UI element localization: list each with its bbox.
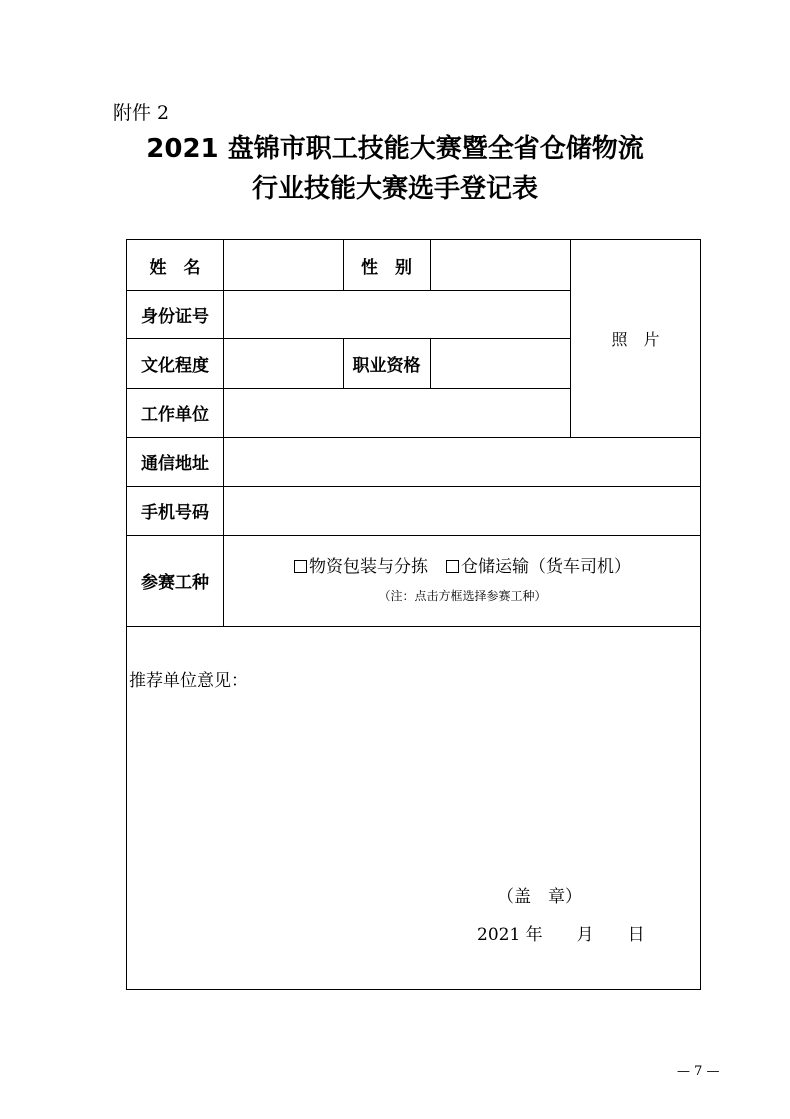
name-input[interactable] bbox=[224, 241, 342, 289]
qualification-input[interactable] bbox=[431, 339, 569, 387]
event-option-label: 物资包装与分拣 bbox=[309, 557, 428, 577]
id-number-label: 身份证号 bbox=[141, 306, 209, 327]
form-title-line1: 2021 盘锦市职工技能大赛暨全省仓储物流 bbox=[146, 134, 644, 164]
page-number: — 7 — bbox=[677, 1064, 720, 1079]
employer-input[interactable] bbox=[224, 389, 569, 436]
seal-text: （盖 章） bbox=[497, 887, 582, 907]
registration-form bbox=[126, 239, 701, 990]
gender-label: 性 别 bbox=[361, 257, 412, 278]
gender-input[interactable] bbox=[431, 241, 569, 289]
phone-label: 手机号码 bbox=[141, 503, 209, 523]
qualification-label: 职业资格 bbox=[352, 355, 421, 376]
event-option-transport[interactable] bbox=[446, 557, 631, 577]
event-option-packaging[interactable] bbox=[294, 557, 428, 577]
education-input[interactable] bbox=[224, 339, 342, 387]
id-number-input[interactable] bbox=[224, 291, 569, 337]
address-label: 通信地址 bbox=[141, 454, 209, 474]
recommendation-input[interactable] bbox=[128, 700, 700, 870]
form-title-line2: 行业技能大赛选手登记表 bbox=[251, 174, 538, 204]
address-input[interactable] bbox=[224, 438, 700, 485]
attachment-label: 附件 2 bbox=[113, 102, 170, 124]
date-text: 2021 年 月 日 bbox=[477, 925, 645, 945]
phone-input[interactable] bbox=[224, 487, 700, 534]
event-option-label: 仓储运输（货车司机） bbox=[461, 557, 631, 577]
photo-placeholder: 照 片 bbox=[611, 330, 660, 349]
checkbox-icon[interactable] bbox=[294, 560, 307, 573]
name-label: 姓 名 bbox=[149, 257, 201, 278]
checkbox-icon[interactable] bbox=[446, 560, 459, 573]
education-label: 文化程度 bbox=[141, 355, 209, 376]
recommendation-label: 推荐单位意见： bbox=[129, 671, 248, 691]
row-divider bbox=[127, 626, 701, 627]
event-label: 参赛工种 bbox=[141, 573, 209, 593]
event-options bbox=[224, 552, 701, 577]
event-note: （注：点击方框选择参赛工种） bbox=[378, 589, 547, 603]
employer-label: 工作单位 bbox=[141, 405, 209, 425]
